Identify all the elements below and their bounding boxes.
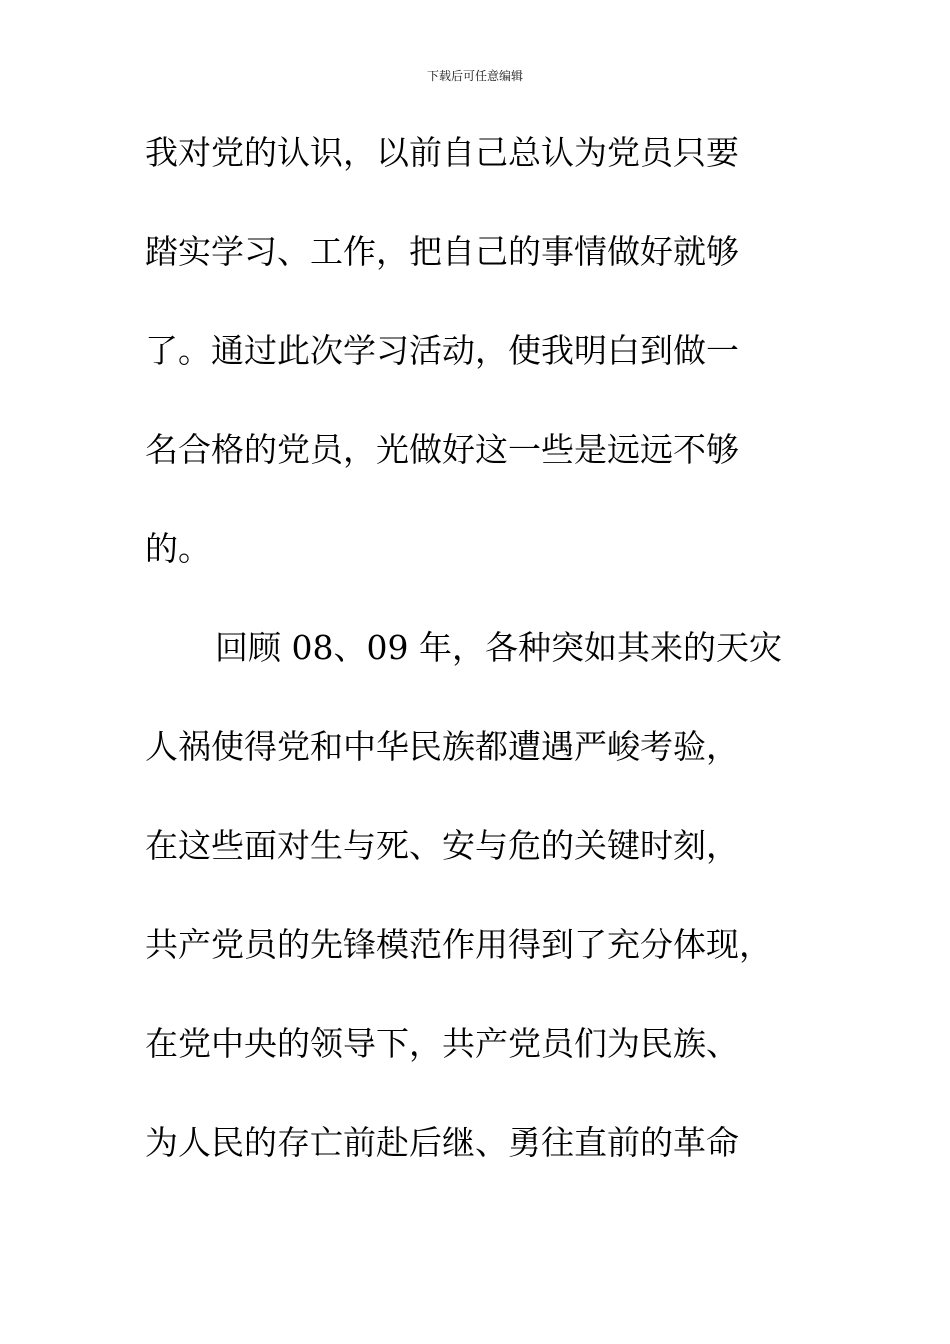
text-line: 共产党员的先锋模范作用得到了充分体现， <box>145 925 772 964</box>
text-line: 在党中央的领导下，共产党员们为民族、 <box>145 1024 739 1063</box>
body-text <box>145 128 825 1217</box>
text-line: 人祸使得党和中华民族都遭遇严峻考验， <box>145 727 739 766</box>
text-line: 名合格的党员，光做好这一些是远远不够 <box>145 430 739 469</box>
text-line: 了。通过此次学习活动，使我明白到做一 <box>145 331 739 370</box>
text-line: 踏实学习、工作，把自己的事情做好就够 <box>145 232 739 271</box>
page-header: 下载后可任意编辑 <box>426 69 523 83</box>
paragraph-start-line: 回顾 08、09 年，各种突如其来的天灾 <box>215 628 782 667</box>
text-line: 的。 <box>145 529 211 568</box>
text-line: 我对党的认识，以前自己总认为党员只要 <box>145 133 739 172</box>
text-line: 在这些面对生与死、安与危的关键时刻， <box>145 826 739 865</box>
text-line: 为人民的存亡前赴后继、勇往直前的革命 <box>145 1123 739 1162</box>
